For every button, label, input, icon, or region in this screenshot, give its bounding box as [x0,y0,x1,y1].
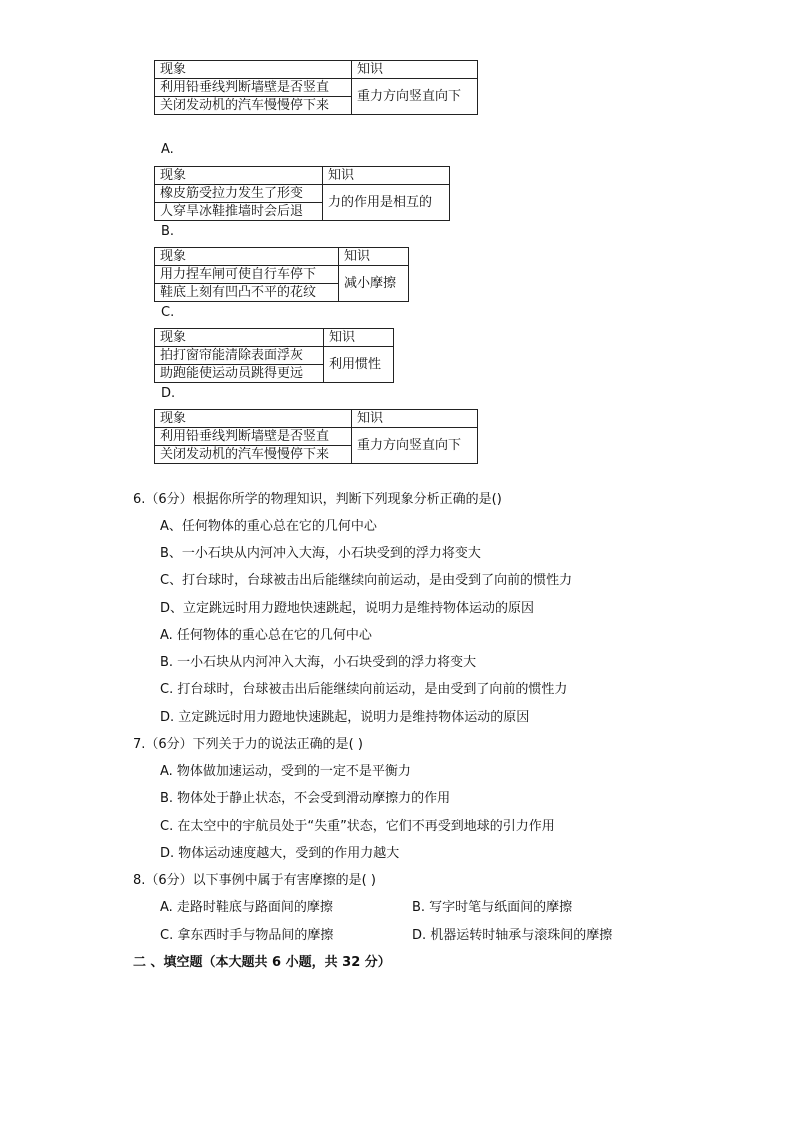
question-8-stem: 8.（6分）以下事例中属于有害摩擦的是( ) [133,873,376,888]
option-label-c: C. [161,305,175,320]
q7-choice-b: B. 物体处于静止状态，不会受到滑动摩擦力的作用 [160,791,451,806]
table-header-row [155,410,478,428]
knowledge-table-a [154,166,450,221]
q6-option-d: D、立定跳远时用力蹬地快速跳起，说明力是维持物体运动的原因 [160,601,535,616]
option-label-d: D. [161,386,176,401]
q8-choice-d: D. 机器运转时轴承与滚珠间的摩擦 [412,928,613,943]
phenomenon-cell: 用力捏车闸可使自行车停下 [155,266,339,284]
knowledge-table-d [154,409,478,464]
section-2-heading: 二 、填空题（本大题共 6 小题，共 32 分） [133,955,391,970]
table-row [155,428,478,446]
knowledge-table-b [154,247,409,302]
header-phenomenon: 现象 [155,61,352,79]
knowledge-cell: 重力方向竖直向下 [352,79,478,115]
header-phenomenon: 现象 [155,410,352,428]
q8-choice-c: C. 拿东西时手与物品间的摩擦 [160,928,334,943]
header-knowledge: 知识 [352,410,478,428]
q6-option-c: C、打台球时，台球被击出后能继续向前运动，是由受到了向前的惯性力 [160,573,573,588]
header-knowledge: 知识 [324,329,394,347]
q7-choice-c: C. 在太空中的宇航员处于“失重”状态，它们不再受到地球的引力作用 [160,819,555,834]
q6-choice-d: D. 立定跳远时用力蹬地快速跳起，说明力是维持物体运动的原因 [160,710,530,725]
q8-choice-a: A. 走路时鞋底与路面间的摩擦 [160,900,333,915]
knowledge-cell: 重力方向竖直向下 [352,428,478,464]
table-header-row [155,167,450,185]
option-label-b: B. [161,224,175,239]
table-header-row [155,61,478,79]
knowledge-cell: 利用惯性 [324,347,394,383]
knowledge-table-top [154,60,478,115]
q6-choice-a: A. 任何物体的重心总在它的几何中心 [160,628,372,643]
knowledge-table-c [154,328,394,383]
table-row [155,266,409,284]
header-phenomenon: 现象 [155,248,339,266]
q6-option-a: A、任何物体的重心总在它的几何中心 [160,519,377,534]
question-6-stem: 6.（6分）根据你所学的物理知识，判断下列现象分析正确的是() [133,492,502,507]
phenomenon-cell: 鞋底上刻有凹凸不平的花纹 [155,284,339,302]
table-row [155,347,394,365]
phenomenon-cell: 关闭发动机的汽车慢慢停下来 [155,446,352,464]
q6-option-b: B、一小石块从内河冲入大海，小石块受到的浮力将变大 [160,546,481,561]
table-header-row [155,329,394,347]
phenomenon-cell: 橡皮筋受拉力发生了形变 [155,185,323,203]
question-7-stem: 7.（6分）下列关于力的说法正确的是( ) [133,737,363,752]
q8-choice-b: B. 写字时笔与纸面间的摩擦 [412,900,573,915]
knowledge-cell: 力的作用是相互的 [323,185,450,221]
q7-choice-d: D. 物体运动速度越大，受到的作用力越大 [160,846,400,861]
header-knowledge: 知识 [352,61,478,79]
q6-choice-b: B. 一小石块从内河冲入大海，小石块受到的浮力将变大 [160,655,477,670]
table-header-row [155,248,409,266]
option-label-a: A. [161,142,174,157]
phenomenon-cell: 助跑能使运动员跳得更远 [155,365,324,383]
header-knowledge: 知识 [339,248,409,266]
table-row [155,79,478,97]
phenomenon-cell: 人穿旱冰鞋推墙时会后退 [155,203,323,221]
header-knowledge: 知识 [323,167,450,185]
q7-choice-a: A. 物体做加速运动，受到的一定不是平衡力 [160,764,411,779]
phenomenon-cell: 拍打窗帘能清除表面浮灰 [155,347,324,365]
header-phenomenon: 现象 [155,329,324,347]
phenomenon-cell: 利用铅垂线判断墙壁是否竖直 [155,428,352,446]
q6-choice-c: C. 打台球时，台球被击出后能继续向前运动，是由受到了向前的惯性力 [160,682,568,697]
phenomenon-cell: 利用铅垂线判断墙壁是否竖直 [155,79,352,97]
knowledge-cell: 减小摩擦 [339,266,409,302]
phenomenon-cell: 关闭发动机的汽车慢慢停下来 [155,97,352,115]
header-phenomenon: 现象 [155,167,323,185]
table-row [155,185,450,203]
